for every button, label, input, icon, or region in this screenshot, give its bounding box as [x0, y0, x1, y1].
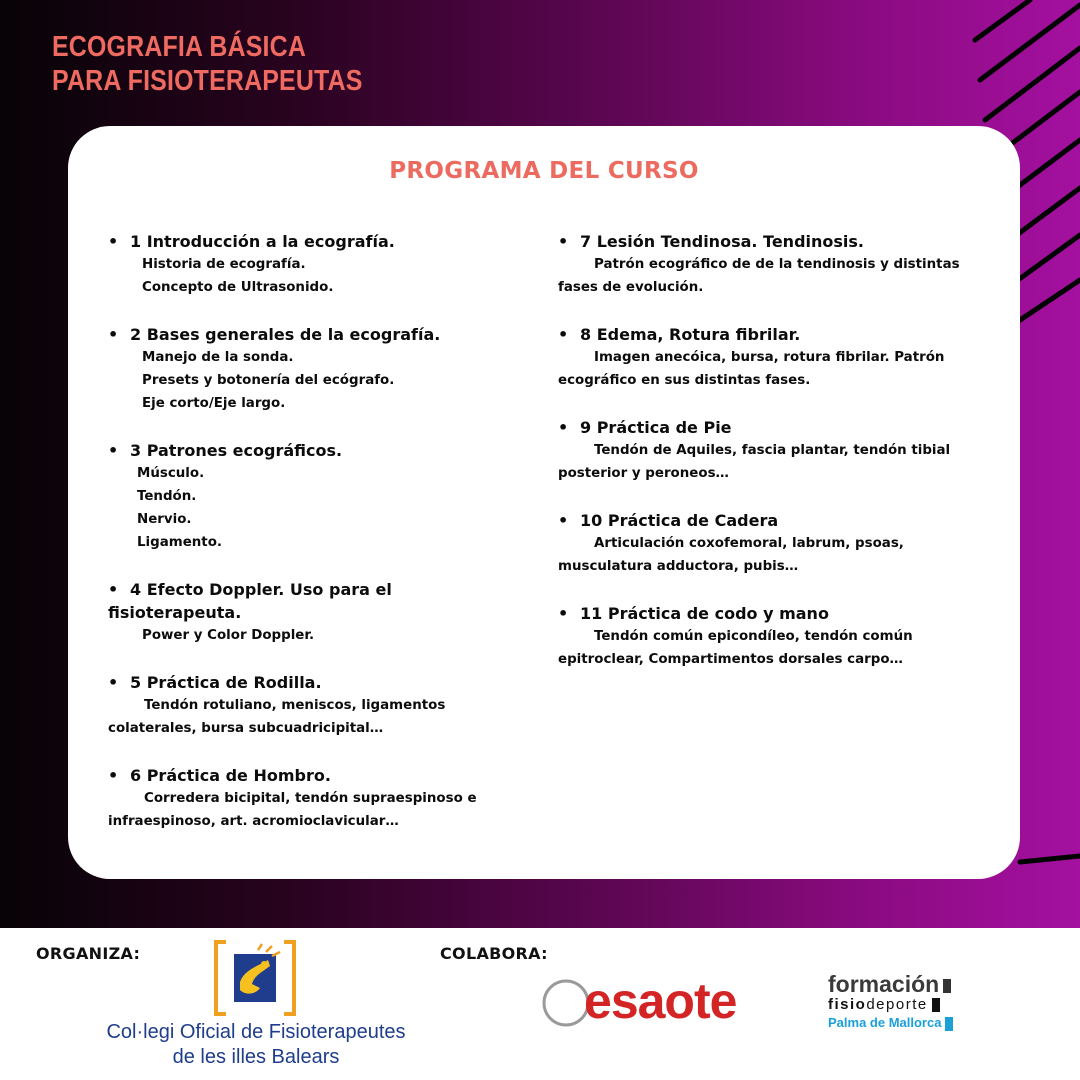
- program-title: PROGRAMA DEL CURSO: [389, 158, 699, 184]
- organiza-label: ORGANIZA:: [36, 944, 141, 963]
- list-item: [108, 439, 518, 554]
- item-title: • 6 Práctica de Hombro.: [108, 766, 331, 785]
- course-title-line1: ECOGRAFIA BÁSICA: [52, 31, 307, 63]
- colegio-name: [86, 1020, 426, 1070]
- item-title-continued: fisioterapeuta.: [108, 603, 242, 622]
- program-card: [68, 126, 1020, 879]
- ff-logo-line1: formación: [828, 972, 988, 996]
- ff-logo-line3: Palma de Mallorca: [828, 1014, 988, 1032]
- item-title: • 7 Lesión Tendinosa. Tendinosis.: [558, 232, 864, 251]
- list-item: [558, 602, 978, 671]
- item-title: • 2 Bases generales de la ecografía.: [108, 325, 441, 344]
- item-title: • 1 Introducción a la ecografía.: [108, 232, 395, 251]
- item-subtopic: Manejo de la sonda.: [142, 350, 294, 365]
- esaote-logo-e: e: [584, 973, 611, 1029]
- item-title: • 9 Práctica de Pie: [558, 418, 732, 437]
- ff-square-icon: [943, 979, 951, 993]
- list-item: [558, 509, 978, 578]
- colegio-name-line2: de les illes Balears: [172, 1046, 340, 1068]
- item-title: • 4 Efecto Doppler. Uso para el: [108, 580, 392, 599]
- program-right-column: [558, 230, 978, 695]
- list-item: [108, 578, 518, 647]
- course-title: [52, 30, 363, 98]
- item-title: • 11 Práctica de codo y mano: [558, 604, 829, 623]
- item-subtopic: Historia de ecografía.: [142, 257, 306, 272]
- colegio-logo-icon: [214, 940, 296, 1016]
- item-subtopic: Tendón.: [137, 489, 197, 504]
- item-subtopic: Nervio.: [137, 512, 192, 527]
- item-description: Tendón rotuliano, meniscos, ligamentos colaterales, bursa subcuadricipital…: [108, 698, 446, 736]
- item-description: Tendón común epicondíleo, tendón común epitroclear, Compartimentos dorsales carpo…: [558, 629, 913, 667]
- ff-square-icon: [932, 998, 940, 1012]
- colabora-label: COLABORA:: [440, 944, 548, 963]
- item-title: • 3 Patrones ecográficos.: [108, 441, 343, 460]
- item-description: Imagen anecóica, bursa, rotura fibrilar. Patrón ecográfico en sus distintas fases.: [558, 350, 945, 388]
- item-title: • 10 Práctica de Cadera: [558, 511, 779, 530]
- program-left-column: [108, 230, 518, 857]
- list-item: [108, 671, 518, 740]
- item-title: • 5 Práctica de Rodilla.: [108, 673, 322, 692]
- formacion-fisiodeporte-logo: [828, 972, 988, 1032]
- course-title-line2: PARA FISIOTERAPEUTAS: [52, 65, 363, 97]
- item-subtopic: Presets y botonería del ecógrafo.: [142, 373, 395, 388]
- item-subtopic: Ligamento.: [137, 535, 222, 550]
- list-item: [108, 764, 518, 833]
- list-item: [558, 416, 978, 485]
- item-subtopic: Eje corto/Eje largo.: [142, 396, 286, 411]
- esaote-logo-text: saote: [610, 973, 737, 1029]
- colegio-name-line1: Col·legi Oficial de Fisioterapeutes: [106, 1021, 406, 1043]
- ff-logo-line2: fisiodeporte: [828, 996, 988, 1014]
- list-item: [108, 323, 518, 415]
- item-description: Articulación coxofemoral, labrum, psoas, musculatura adductora, pubis…: [558, 536, 904, 574]
- item-subtopic: Power y Color Doppler.: [142, 628, 315, 643]
- list-item: [558, 230, 978, 299]
- list-item: [108, 230, 518, 299]
- item-subtopic: Músculo.: [137, 466, 205, 481]
- esaote-logo: [584, 972, 736, 1030]
- item-description: Tendón de Aquiles, fascia plantar, tendón tibial posterior y peroneos…: [558, 443, 951, 481]
- item-description: Patrón ecográfico de de la tendinosis y distintas fases de evolución.: [558, 257, 960, 295]
- item-subtopic: Concepto de Ultrasonido.: [142, 280, 334, 295]
- list-item: [558, 323, 978, 392]
- item-title: • 8 Edema, Rotura fibrilar.: [558, 325, 801, 344]
- item-description: Corredera bicipital, tendón supraespinoso e infraespinoso, art. acromioclavicular…: [108, 791, 477, 829]
- esaote-swirl-icon: [542, 978, 590, 1028]
- ff-square-icon: [945, 1017, 953, 1031]
